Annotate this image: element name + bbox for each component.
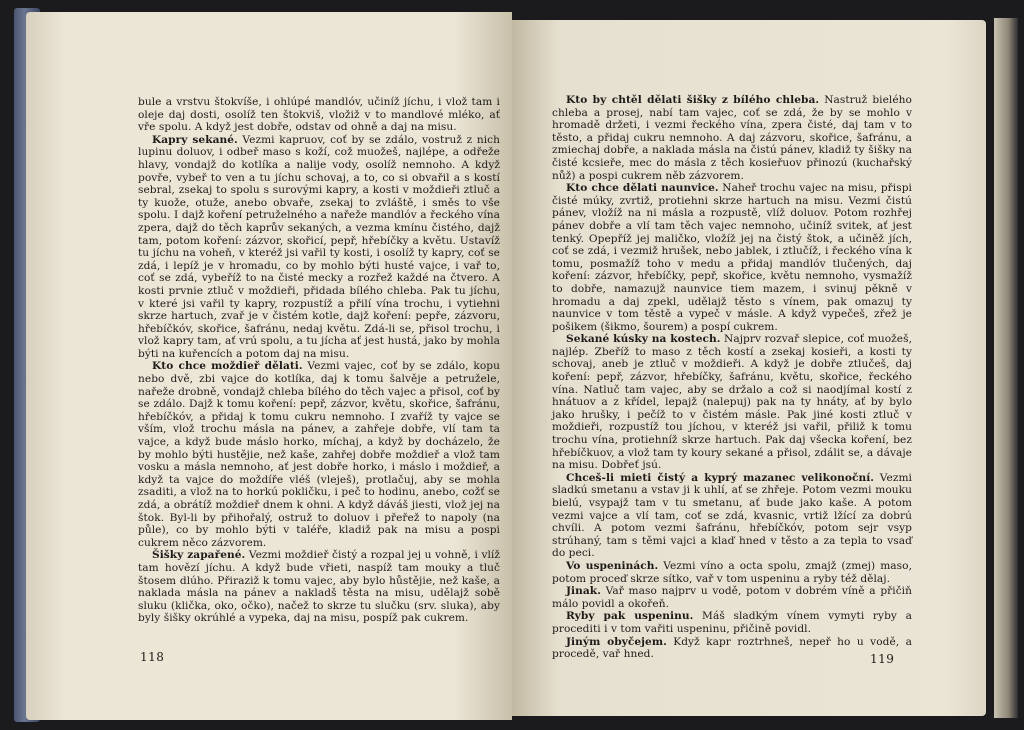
paragraph [138, 134, 500, 361]
paragraph-body: Naheř trochu vajec na misu, přispi čisté múky, zvrtiž, protiehni skrze hartuch na misu. Vezmi čistú pánev, vložíž na ni másla a rozpustě, vlíž doluov. Potom rozhřej pánev dobře a vlí tam těch vajec nemnoho, učiníž svitek, ať jest tenký. Opepříž jej maličko, vložíž jej na čistý štok, a učiněž jích, coť se zdá, i vezmiž hrušek, nebo jablek, i ztlučíž, i řeckého vína k tomu, posmažíž toho v medu a přidaj mandlóv tlučených, daj koření: zázvor, hřebíčky, pepř, skořice, květu nemnoho, vysmažíž to dobře, namazujž naunvice tiem mazem, i svinuj pěkně v hromadu a daj zpekl, udělajž těsto s vínem, pak omazuj ty naunvice v tom těstě a vypeč v másle. A když vypečeš, zřež je pošikem (šikmo, šourem) a pospí cukrem. [552, 182, 912, 333]
paragraph-body: Vezmi víno a octa spolu, zmajž (zmej) maso, potom proceď skrze sítko, vař v tom uspeninu a ryby též dělaj. [552, 559, 912, 585]
recipe-title: Jiným obyčejem. [566, 635, 667, 648]
paragraph [552, 585, 912, 610]
recipe-title: Sekané kúsky na kostech. [566, 333, 721, 346]
paragraph-body: bule a vrstvu štokvíše, i ohlúpé mandlóv, učiníž jíchu, i vlož tam i oleje daj dosti, osolíž ten štokviš, vložiž v to mandlové mléko, ať vře spolu. A když jest dobře, odstav od ohně a daj na misu. [138, 96, 500, 134]
paragraph [552, 636, 912, 661]
paragraph [552, 610, 912, 635]
recipe-title: Kapry sekané. [152, 133, 238, 146]
paragraph-body: Vezmi sladkú smetanu a vstav ji k uhlí, ať se zhřeje. Potom vezmi mouku bielú, vsypajž tam v tu smetanu, ať bude jako kaše. A potom vezmi vajce a vlí tam, coť se zdá, kvasnic, vrtiž lžící za dobrú chvíli. A potom vezmi šafránu, hřebíčkóv, potom sejr vsyp strúhaný, tam s těmi vajci a klaď hned v těsto a za tepla to vsaď do peci. [552, 471, 912, 560]
left-page [26, 12, 512, 720]
paragraph [138, 360, 500, 549]
right-page-text [552, 94, 912, 661]
paragraph [552, 472, 912, 560]
paragraph-body: Když kapr roztrhneš, nepeř ho u vodě, a procedě, vař hned. [552, 635, 912, 661]
recipe-title: Kto chce dělati naunvice. [566, 182, 719, 195]
paragraph [138, 549, 500, 625]
recipe-title: Kto chce moždieř dělati. [152, 360, 303, 373]
recipe-title: Jinak. [566, 585, 601, 598]
paragraph [552, 182, 912, 333]
paragraph-body: Máš sladkým vínem vymyti ryby a procediti i v tom vařiti uspeninu, přičině povidl. [552, 610, 912, 635]
paragraph [138, 96, 500, 134]
recipe-title: Kto by chtěl dělati šišky z bílého chleba. [566, 94, 820, 106]
recipe-title: Vo uspeninách. [566, 559, 659, 572]
right-page [512, 20, 986, 716]
paragraph [552, 333, 912, 472]
paragraph-body: Najprv rozvař slepice, coť muožeš, najlép. Zbeříž to maso z těch kostí a zsekaj kosieři, a kosti ty schovaj, aneb je ztluč v moždieři. A když je dobře ztlučeš, daj koření: pepř, zázvor, hřebíčky, šafránu, květu, skořice, řeckého vína. Natluč tam vajec, aby se držalo a což si naodjímal kostí z hnátuov a z křídel, lepajž (nalepuj) pak na ty hnáty, ať by bylo jako hrušky, i pečíž to v čistém másle. Pak jiné kosti ztluč v moždieři, rozpustíž tou jíchou, v kteréž jsi vařil, přiliž k tomu trochu vína, protiehníž skrze hartuch. Pak daj všecka koření, bez hřebíčkuov, a vlož tam ty koury sekané a přisol, zdálit se, a dávaje na misu. Dobřeť jsú. [552, 333, 912, 472]
paragraph-body: Nastruž bielého chleba a prosej, nabí tam vajec, coť se zdá, že by se mohlo v hromadě držeti, i vezmi řeckého vína, zpera čisté, daj tam v to těsto, a přidaj cukru nemnoho. A daj zázvoru, skořice, šafránu, a zmiechaj dobře, a naklada másla na čistú pánev, kladiž ty šišky na čisté kcsieře, mec do másla z těch kosieřuov přinozú (kuchařský nůž) a pospi cukrem něb zázvorem. [552, 94, 912, 182]
recipe-title: Chceš-li mieti čistý a kyprý mazanec velikonoční. [566, 471, 875, 484]
paragraph-body: Vezmi moždieř čistý a rozpal jej u vohně, i vlíž tam hovězí jíchu. A když bude vřieti, naspíž tam mouky a tluč štosem dlúho. Přiraziž k tomu vajec, aby bylo hůstějie, než kaše, a naklada másla na pánev a nakladš těsta na misu, udělajž sobě sluku (klička, oko, očko), načež to skrze tu slučku (srv. sluka), aby byly šišky okrúhlé a vypeka, daj na misu, pospíž pak cukrem. [138, 549, 500, 625]
book-page-edges-right [994, 18, 1018, 718]
paragraph-body: Vař maso najprv u vodě, potom v dobrém víně a přičiň málo povidl a okořeň. [552, 585, 912, 610]
recipe-title: Ryby pak uspeninu. [566, 610, 694, 623]
paragraph [552, 94, 912, 182]
paragraph-body: Vezmi kapruov, coť by se zdálo, vostruž z nich lupinu doluov, i odbeř maso s koží, což muožeš, najlépe, a odřeže hlavy, vondajž do kotlíka a nalije vody, osolíž nemnoho. A když povře, vybeř to ven a tu jíchu schovaj, a to, co si obvařil a s kostí sebral, zsekaj to spolu s surovými kapry, a kosti v moždieři ztluč a ty kuože, otuže, anebo obvaře, zsekaj to zvláště, i směs to vše spolu. I dajž koření petruželného a nařeže mandlóv a řeckého vína zpera, dajž do těch kaprův sekaných, a vezma kmínu čistého, dajž tam, potom koření: zázvor, skořicí, pepř, hřebíčky a květu. Ustavíž tu jíchu na voheň, v kteréž jsi vařil ty kosti, i osolíž ty kapry, coť se zdá, i lepíž je v hromadu, co by mohlo býti husté vajce, i vař to, coť se zdá, vybeříž to na čisté mecky a rozřež každé na čtvero. A kosti prvnie ztluč v moždieři, přidada bílého chleba. Pak tu jíchu, v které jsi vařil ty kapry, rozpustíž a přilí vína trochu, i vytiehni skrze hartuch, zvař je v čistém kotle, dajž koření: pepře, zázvoru, hřebíčkóv, skořice, šafránu, nedaj květu. Zdá-li se, přisol trochu, i vlož kapry tam, ať vrú spolu, a tu jícha ať jest hustá, jako by mohla býti na kuřencích a potom daj na misu. [138, 133, 501, 360]
recipe-title: Šišky zapařené. [152, 549, 246, 562]
paragraph-body: Vezmi vajec, coť by se zdálo, kopu nebo dvě, zbi vajce do kotlíka, daj k tomu šalvěje a petruželе, nařeže drobně, vondajž chleba bílého do těch vajec a přisol, coť by se zdálo. Dajž k tomu koření: pepř, zázvor, květu, skořice, šafránu, hřebíčkóv, a přidaj k tomu cukru nemnoho. I zvaříž ty vajce se vším, vlož trochu másla na pánev, a zahřeje dobře, vlí tam ta vajce, a když bude máslo horko, míchaj, a když by docházelo, že by mohlo býti hustějie, než kaše, zahřej dobře moždieř a vlož tam vosku a másla nemnoho, ať jest dobře horko, i máslo i moždieř, a když ta vajce do moždíře vléš (vleješ), protlačuj, aby se mohla zsaditi, a vlož na to horkú pokličku, i peč to hodinu, anebo, cožť se zdá, a obrátíž moždieř dnem k ohni. A když dáváš jiesti, vlož jej na štok. Byl-li by přihořalý, ostruž to doluov i přeřež to napoly (na půle), co by mohlo býti v taléře, kladiž pak na misu a pospi cukrem něco zázvorem. [138, 360, 500, 549]
page-number: 119 [870, 652, 895, 666]
left-page-text [138, 96, 500, 625]
page-number: 118 [140, 650, 165, 664]
paragraph [552, 560, 912, 585]
